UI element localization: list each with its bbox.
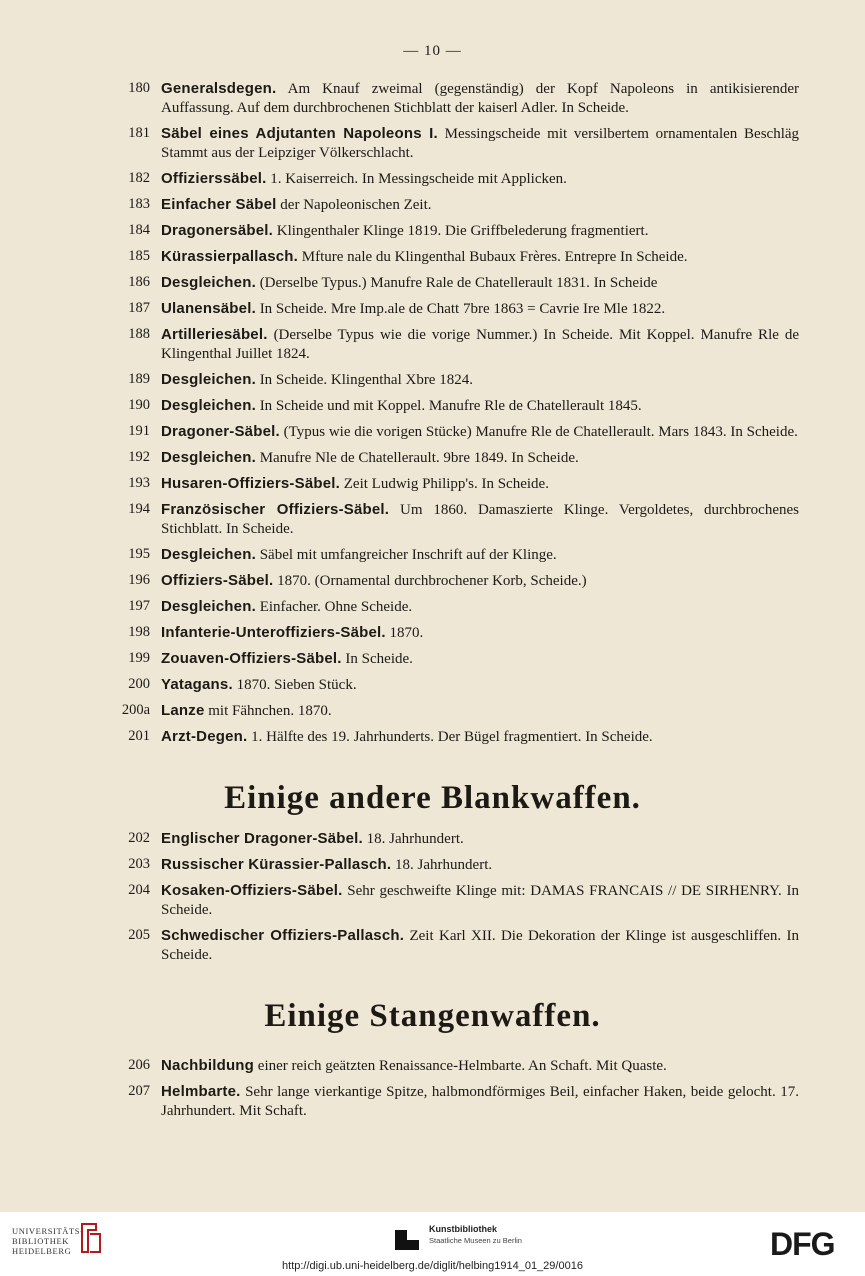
entry-description [161, 1056, 799, 1076]
catalog-entry [0, 1082, 865, 1121]
entry-title: Dragonersäbel. [161, 222, 274, 239]
entry-description [161, 545, 799, 565]
entry-description [161, 273, 799, 293]
entry-text: Messingscheide mit versilbertem ornamentalen Beschläg Stammt aus der Leipziger Völkerschlacht. [161, 126, 800, 161]
entry-description [161, 124, 799, 163]
entry-title: Französischer Offiziers-Säbel. [161, 501, 390, 518]
entry-text: Manufre Nle de Chatellerault. 9bre 1849. In Scheide. [259, 450, 579, 466]
entry-description [161, 500, 799, 539]
catalog-entry [0, 855, 865, 875]
entry-number: 200 [128, 676, 150, 692]
page-number: — 10 — [403, 43, 462, 59]
entry-text: 1. Kaiserreich. In Messingscheide mit Applicken. [270, 171, 567, 187]
kunstbibliothek-icon [393, 1226, 421, 1254]
entry-number: 191 [128, 423, 150, 439]
entry-title: Nachbildung [161, 1057, 255, 1074]
catalog-entry [0, 396, 865, 416]
entry-text: In Scheide. Klingenthal Xbre 1824. [259, 372, 473, 388]
entry-description [161, 422, 799, 442]
ub-heidelberg-label: UNIVERSITÄTS- BIBLIOTHEK HEIDELBERG [12, 1226, 84, 1256]
catalog-entry [0, 545, 865, 565]
catalog-entry [0, 169, 865, 189]
entry-title: Artilleriesäbel. [161, 326, 268, 343]
catalog-entry [0, 881, 865, 920]
catalog-list-blankwaffen [0, 829, 865, 971]
entry-text: (Derselbe Typus.) Manufre Rale de Chatellerault 1831. In Scheide [259, 275, 658, 291]
entry-title: Russischer Kürassier-Pallasch. [161, 856, 392, 873]
entry-title: Englischer Dragoner-Säbel. [161, 830, 363, 847]
entry-description [161, 926, 799, 965]
entry-number: 189 [128, 371, 150, 387]
entry-title: Desgleichen. [161, 449, 256, 466]
entry-text: Zeit Karl XII. Die Dekoration der Klinge ist ausgeschliffen. In Scheide. [161, 928, 800, 963]
entry-title: Einfacher Säbel [161, 196, 277, 213]
entry-text: In Scheide und mit Koppel. Manufre Rle de Chatellerault 1845. [259, 398, 642, 414]
entry-description [161, 675, 799, 695]
entry-number: 194 [128, 501, 150, 517]
entry-title: Säbel eines Adjutanten Napoleons I. [161, 125, 438, 142]
catalog-entry [0, 370, 865, 390]
entry-text: 1870. [389, 625, 424, 641]
entry-description [161, 474, 799, 494]
entry-title: Kürassierpallasch. [161, 248, 299, 265]
entry-description [161, 701, 799, 721]
entry-text: 1870. Sieben Stück. [236, 677, 357, 693]
entry-number: 182 [128, 170, 150, 186]
entry-title: Desgleichen. [161, 546, 256, 563]
catalog-entry [0, 829, 865, 849]
entry-title: Kosaken-Offiziers-Säbel. [161, 882, 343, 899]
entry-text: In Scheide. [345, 651, 413, 667]
source-url[interactable]: http://digi.ub.uni-heidelberg.de/diglit/helbing1914_01_29/0016 [282, 1260, 583, 1272]
entry-number: 183 [128, 196, 150, 212]
entry-text: 1870. (Ornamental durchbrochener Korb, Scheide.) [277, 573, 587, 589]
catalog-entry [0, 325, 865, 364]
entry-description [161, 169, 799, 189]
entry-text: mit Fähnchen. 1870. [208, 703, 332, 719]
section-heading-blankwaffen: Einige andere Blankwaffen. [224, 780, 641, 816]
entry-number: 186 [128, 274, 150, 290]
entry-number: 196 [128, 572, 150, 588]
catalog-entry [0, 247, 865, 267]
entry-title: Infanterie-Unteroffiziers-Säbel. [161, 624, 386, 641]
entry-text: In Scheide. Mre Imp.ale de Chatt 7bre 1863 = Cavrie Ire Mle 1822. [259, 301, 666, 317]
entry-description [161, 325, 799, 364]
entry-title: Offiziers-Säbel. [161, 572, 274, 589]
catalog-entry [0, 422, 865, 442]
catalog-entry [0, 649, 865, 669]
entry-text: (Typus wie die vorigen Stücke) Manufre Rle de Chatellerault. Mars 1843. In Scheide. [283, 424, 798, 440]
catalog-list-sabres [0, 79, 865, 753]
entry-title: Lanze [161, 702, 205, 719]
entry-number: 207 [128, 1083, 150, 1099]
entry-description [161, 370, 799, 390]
section-heading-stangenwaffen: Einige Stangenwaffen. [264, 998, 601, 1034]
entry-number: 195 [128, 546, 150, 562]
entry-text: 18. Jahrhundert. [366, 831, 464, 847]
entry-description [161, 79, 799, 118]
entry-title: Schwedischer Offiziers-Pallasch. [161, 927, 405, 944]
entry-description [161, 881, 799, 920]
entry-number: 192 [128, 449, 150, 465]
entry-title: Zouaven-Offiziers-Säbel. [161, 650, 342, 667]
entry-text: Zeit Ludwig Philipp's. In Scheide. [343, 476, 549, 492]
entry-description [161, 1082, 799, 1121]
entry-title: Husaren-Offiziers-Säbel. [161, 475, 341, 492]
entry-title: Dragoner-Säbel. [161, 423, 280, 440]
ub-heidelberg-logo-icon [78, 1220, 104, 1256]
entry-number: 185 [128, 248, 150, 264]
catalog-entry [0, 926, 865, 965]
entry-description [161, 448, 799, 468]
entry-text: Am Knauf zweimal (gegenständig) der Kopf Napoleons in antikisierender Auffassung. Auf dem durchbrochenen Stichblatt der kaiserl Adler. In Scheide. [161, 81, 799, 116]
entry-number: 197 [128, 598, 150, 614]
entry-text: (Derselbe Typus wie die vorige Nummer.) In Scheide. Mit Koppel. Manufre Rle de Klingenthal Juillet 1824. [161, 327, 800, 362]
entry-number: 184 [128, 222, 150, 238]
entry-title: Arzt-Degen. [161, 728, 248, 745]
entry-description [161, 571, 799, 591]
entry-number: 206 [128, 1057, 150, 1073]
digitization-footer: UNIVERSITÄTS- BIBLIOTHEK HEIDELBERG Kunstbibliothek Staatliche Museen zu Berlin DFG http://digi.ub.uni-heidelberg.de/diglit/helbing1914_01_29/0016 [0, 1212, 865, 1276]
catalog-entry [0, 675, 865, 695]
entry-description [161, 855, 799, 875]
entry-text: Sehr lange vierkantige Spitze, halbmondförmiges Beil, einfacher Haken, beide gelocht. 17. Jahrhundert. Mit Schaft. [161, 1084, 800, 1119]
entry-number: 203 [128, 856, 150, 872]
entry-description [161, 195, 799, 215]
entry-number: 181 [128, 125, 150, 141]
entry-description [161, 727, 799, 747]
catalog-entry [0, 79, 865, 118]
entry-number: 205 [128, 927, 150, 943]
entry-number: 180 [128, 80, 150, 96]
entry-text: Sehr geschweifte Klinge mit: DAMAS FRANCAIS // DE SIRHENRY. In Scheide. [161, 883, 799, 918]
entry-number: 202 [128, 830, 150, 846]
entry-text: der Napoleonischen Zeit. [280, 197, 432, 213]
catalog-entry [0, 273, 865, 293]
entry-number: 187 [128, 300, 150, 316]
catalog-entry [0, 571, 865, 591]
entry-number: 199 [128, 650, 150, 666]
catalog-entry [0, 597, 865, 617]
catalog-entry [0, 448, 865, 468]
entry-text: Einfacher. Ohne Scheide. [259, 599, 413, 615]
catalog-list-stangenwaffen [0, 1056, 865, 1127]
entry-number: 198 [128, 624, 150, 640]
entry-title: Yatagans. [161, 676, 233, 693]
entry-text: Mfture nale du Klingenthal Bubaux Frères. Entrepre In Scheide. [301, 249, 688, 265]
entry-number: 190 [128, 397, 150, 413]
entry-text: Säbel mit umfangreicher Inschrift auf der Klinge. [259, 547, 557, 563]
catalog-entry [0, 221, 865, 241]
entry-title: Desgleichen. [161, 397, 256, 414]
entry-number: 204 [128, 882, 150, 898]
catalog-entry [0, 124, 865, 163]
entry-text: Klingenthaler Klinge 1819. Die Griffbelederung fragmentiert. [276, 223, 649, 239]
entry-description [161, 623, 799, 643]
entry-description [161, 221, 799, 241]
entry-number: 200a [121, 702, 150, 718]
entry-text: 18. Jahrhundert. [395, 857, 493, 873]
catalog-entry [0, 727, 865, 747]
entry-title: Helmbarte. [161, 1083, 241, 1100]
entry-text: 1. Hälfte des 19. Jahrhunderts. Der Bügel fragmentiert. In Scheide. [251, 729, 653, 745]
entry-description [161, 829, 799, 849]
catalog-entry [0, 623, 865, 643]
catalog-entry [0, 1056, 865, 1076]
catalog-entry [0, 474, 865, 494]
entry-description [161, 247, 799, 267]
dfg-logo: DFG [770, 1226, 835, 1262]
entry-description [161, 299, 799, 319]
catalog-entry [0, 299, 865, 319]
entry-description [161, 597, 799, 617]
entry-text: einer reich geätzten Renaissance-Helmbarte. An Schaft. Mit Quaste. [257, 1058, 667, 1074]
entry-title: Offizierssäbel. [161, 170, 267, 187]
entry-text: Um 1860. Damaszierte Klinge. Vergoldetes, durchbrochenes Stichblatt. In Scheide. [161, 502, 799, 537]
entry-title: Generalsdegen. [161, 80, 277, 97]
entry-title: Desgleichen. [161, 598, 256, 615]
entry-title: Desgleichen. [161, 274, 256, 291]
entry-number: 193 [128, 475, 150, 491]
catalog-entry [0, 500, 865, 539]
entry-number: 201 [128, 728, 150, 744]
entry-title: Ulanensäbel. [161, 300, 256, 317]
catalog-entry [0, 701, 865, 721]
entry-description [161, 649, 799, 669]
entry-number: 188 [128, 326, 150, 342]
catalog-entry [0, 195, 865, 215]
entry-description [161, 396, 799, 416]
entry-title: Desgleichen. [161, 371, 256, 388]
